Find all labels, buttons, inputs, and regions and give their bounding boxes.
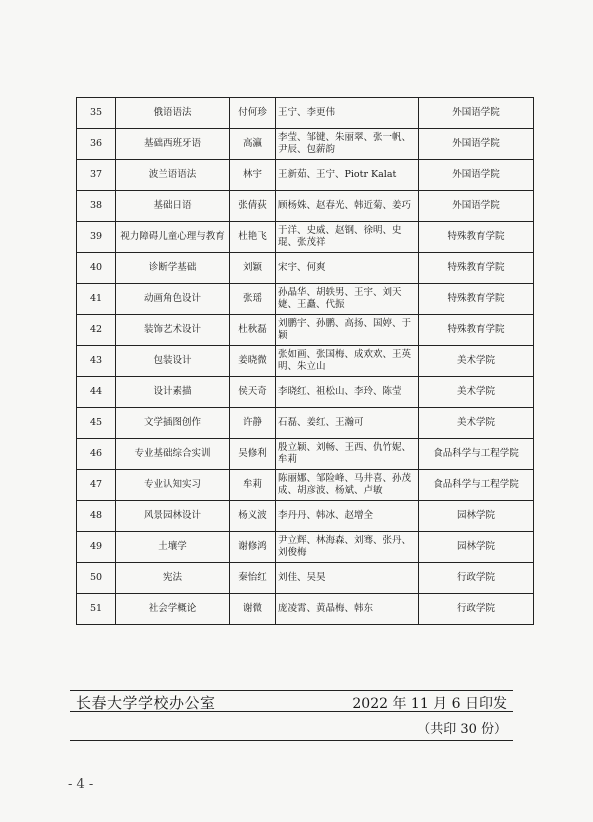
footer-middle-rule (70, 711, 513, 712)
college-name: 食品科学与工程学院 (419, 470, 534, 501)
course-name: 俄语语法 (116, 98, 230, 129)
course-name: 波兰语语法 (116, 160, 230, 191)
team-members: 于洋、史威、赵钢、徐明、史琨、张茂祥 (276, 222, 419, 253)
course-name: 风景园林设计 (116, 501, 230, 532)
team-members: 李晓红、祖松山、李玲、陈莹 (276, 377, 419, 408)
row-number: 50 (77, 563, 116, 594)
table-row (77, 470, 534, 501)
team-members: 刘鹏宇、孙鹏、高扬、国婷、于颖 (276, 315, 419, 346)
college-name: 外国语学院 (419, 98, 534, 129)
college-name: 特殊教育学院 (419, 253, 534, 284)
course-table-body (77, 98, 534, 625)
team-members: 王新茹、王宁、Piotr Kalat (276, 160, 419, 191)
table-row (77, 377, 534, 408)
row-number: 42 (77, 315, 116, 346)
row-number: 43 (77, 346, 116, 377)
college-name: 特殊教育学院 (419, 284, 534, 315)
course-name: 土壤学 (116, 532, 230, 563)
issue-date: 2022 年 11 月 6 日印发 (352, 696, 507, 712)
course-name: 视力障碍儿童心理与教育 (116, 222, 230, 253)
course-leader: 许静 (230, 408, 276, 439)
table-row (77, 160, 534, 191)
row-number: 41 (77, 284, 116, 315)
course-name: 基础日语 (116, 191, 230, 222)
course-leader: 侯天奇 (230, 377, 276, 408)
table-row (77, 222, 534, 253)
course-leader: 秦怡红 (230, 563, 276, 594)
table-row (77, 98, 534, 129)
college-name: 美术学院 (419, 346, 534, 377)
team-members: 石磊、姜红、王瀚可 (276, 408, 419, 439)
college-name: 外国语学院 (419, 160, 534, 191)
issuing-office: 长春大学学校办公室 (76, 694, 216, 712)
course-name: 专业基础综合实训 (116, 439, 230, 470)
table-row (77, 315, 534, 346)
row-number: 40 (77, 253, 116, 284)
course-leader: 张瑶 (230, 284, 276, 315)
row-number: 44 (77, 377, 116, 408)
footer-bottom-rule (70, 740, 513, 741)
team-members: 孙晶华、胡轶男、王宇、刘天婕、王矗、代振 (276, 284, 419, 315)
team-members: 张如画、张国梅、成欢欢、王英明、朱立山 (276, 346, 419, 377)
print-copies: （共印 30 份） (417, 722, 507, 737)
table-row (77, 253, 534, 284)
team-members: 李莹、邹键、朱丽翠、张一帆、尹辰、包薪韵 (276, 129, 419, 160)
course-leader: 杜艳飞 (230, 222, 276, 253)
row-number: 37 (77, 160, 116, 191)
course-leader: 吴修利 (230, 439, 276, 470)
course-leader: 杨义波 (230, 501, 276, 532)
course-name: 宪法 (116, 563, 230, 594)
footer-top-rule (70, 690, 513, 691)
table-row (77, 346, 534, 377)
course-leader: 付何珍 (230, 98, 276, 129)
table-row (77, 191, 534, 222)
course-name: 文学插图创作 (116, 408, 230, 439)
row-number: 45 (77, 408, 116, 439)
course-name: 装饰艺术设计 (116, 315, 230, 346)
row-number: 48 (77, 501, 116, 532)
row-number: 35 (77, 98, 116, 129)
page-number: - 4 - (68, 777, 94, 792)
college-name: 园林学院 (419, 532, 534, 563)
college-name: 园林学院 (419, 501, 534, 532)
college-name: 行政学院 (419, 594, 534, 625)
course-name: 专业认知实习 (116, 470, 230, 501)
team-members: 王宁、李更伟 (276, 98, 419, 129)
college-name: 外国语学院 (419, 191, 534, 222)
college-name: 外国语学院 (419, 129, 534, 160)
course-leader: 林宇 (230, 160, 276, 191)
row-number: 49 (77, 532, 116, 563)
team-members: 陈丽娜、邹险峰、马井喜、孙茂成、胡彦波、杨斌、卢敏 (276, 470, 419, 501)
course-leader: 杜秋磊 (230, 315, 276, 346)
table-row (77, 129, 534, 160)
team-members: 顾杨姝、赵春光、韩近菊、姜巧 (276, 191, 419, 222)
course-name: 动画角色设计 (116, 284, 230, 315)
team-members: 李丹丹、韩冰、赵增全 (276, 501, 419, 532)
team-members: 宋宇、何爽 (276, 253, 419, 284)
team-members: 庞凌霄、黄晶梅、韩东 (276, 594, 419, 625)
course-leader: 谢修鸿 (230, 532, 276, 563)
team-members: 尹立辉、林海森、刘骞、张丹、刘俊梅 (276, 532, 419, 563)
college-name: 特殊教育学院 (419, 315, 534, 346)
table-row (77, 501, 534, 532)
team-members: 殷立颖、刘畅、王西、仇竹妮、牟莉 (276, 439, 419, 470)
table-row (77, 594, 534, 625)
course-leader: 谢微 (230, 594, 276, 625)
college-name: 行政学院 (419, 563, 534, 594)
course-leader: 张倩荻 (230, 191, 276, 222)
course-leader: 姜晓微 (230, 346, 276, 377)
team-members: 刘佳、吴昊 (276, 563, 419, 594)
course-name: 包装设计 (116, 346, 230, 377)
table-row (77, 284, 534, 315)
row-number: 36 (77, 129, 116, 160)
row-number: 47 (77, 470, 116, 501)
course-name: 基础西班牙语 (116, 129, 230, 160)
course-name: 设计素描 (116, 377, 230, 408)
table-row (77, 563, 534, 594)
table-row (77, 408, 534, 439)
row-number: 38 (77, 191, 116, 222)
college-name: 特殊教育学院 (419, 222, 534, 253)
table-row (77, 439, 534, 470)
college-name: 美术学院 (419, 408, 534, 439)
table-row (77, 532, 534, 563)
course-table (76, 97, 534, 625)
college-name: 食品科学与工程学院 (419, 439, 534, 470)
row-number: 51 (77, 594, 116, 625)
row-number: 46 (77, 439, 116, 470)
course-leader: 牟莉 (230, 470, 276, 501)
course-name: 诊断学基础 (116, 253, 230, 284)
row-number: 39 (77, 222, 116, 253)
course-leader: 高瀛 (230, 129, 276, 160)
course-leader: 刘颖 (230, 253, 276, 284)
college-name: 美术学院 (419, 377, 534, 408)
course-name: 社会学概论 (116, 594, 230, 625)
